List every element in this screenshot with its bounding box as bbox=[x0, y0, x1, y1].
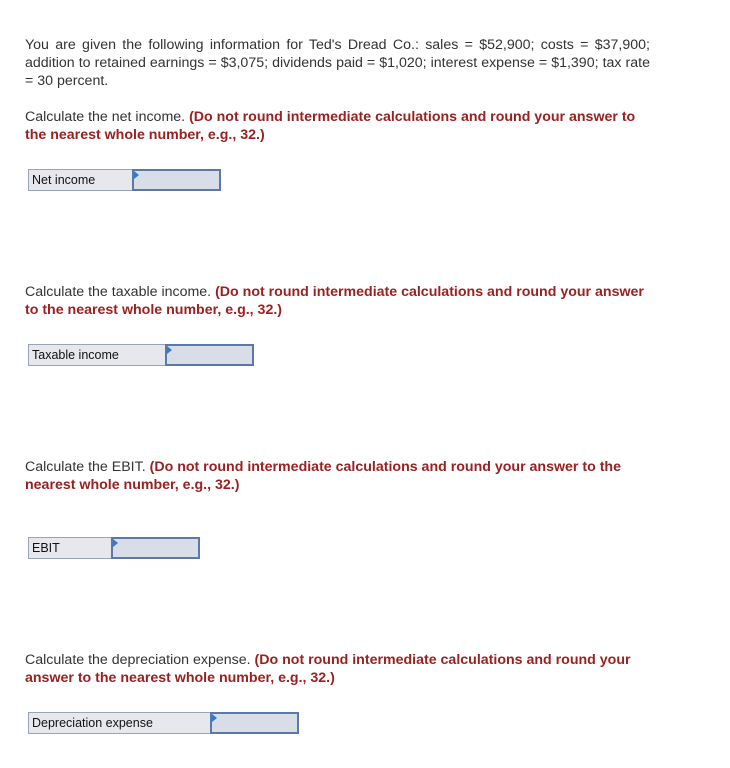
net-income-label: Net income bbox=[28, 169, 132, 191]
taxable-income-input[interactable] bbox=[165, 344, 254, 366]
rounding-hint: (Do not round intermediate calculations and round your answer to the nearest whole number, e.g., 32.) bbox=[25, 652, 631, 686]
rounding-hint: (Do not round intermediate calculations and round your answer to the nearest whole number, e.g., 32.) bbox=[25, 109, 636, 143]
question-prompt: Calculate the depreciation expense. bbox=[25, 652, 251, 668]
taxable-income-label: Taxable income bbox=[28, 344, 165, 366]
depreciation-expense-label: Depreciation expense bbox=[28, 712, 210, 734]
depreciation-expense-answer-row bbox=[28, 712, 299, 734]
question-taxable-income bbox=[25, 283, 645, 319]
net-income-input[interactable] bbox=[132, 169, 221, 191]
answer-flag-icon bbox=[167, 346, 172, 354]
net-income-input-wrapper bbox=[132, 169, 221, 191]
question-prompt: Calculate the net income. bbox=[25, 109, 186, 125]
rounding-hint: (Do not round intermediate calculations and round your answer to the nearest whole number, e.g., 32.) bbox=[25, 459, 621, 493]
question-prompt: Calculate the taxable income. bbox=[25, 284, 212, 300]
ebit-answer-row bbox=[28, 537, 200, 559]
ebit-label: EBIT bbox=[28, 537, 111, 559]
taxable-income-answer-row bbox=[28, 344, 254, 366]
rounding-hint: (Do not round intermediate calculations and round your answer to the nearest whole number, e.g., 32.) bbox=[25, 284, 644, 318]
net-income-answer-row bbox=[28, 169, 221, 191]
ebit-input-wrapper bbox=[111, 537, 200, 559]
question-depreciation-expense bbox=[25, 651, 645, 687]
depreciation-expense-input-wrapper bbox=[210, 712, 299, 734]
answer-flag-icon bbox=[212, 714, 217, 722]
taxable-income-input-wrapper bbox=[165, 344, 254, 366]
question-ebit bbox=[25, 458, 645, 494]
ebit-input[interactable] bbox=[111, 537, 200, 559]
question-net-income bbox=[25, 108, 645, 144]
answer-flag-icon bbox=[134, 171, 139, 179]
question-prompt: Calculate the EBIT. bbox=[25, 459, 146, 475]
problem-statement: You are given the following information for Ted's Dread Co.: sales = $52,900; costs = $37,900; addition to retained earnings = $3,075; dividends paid = $1,020; interest expense = $1,390; tax rate = 30 percent. bbox=[25, 37, 650, 89]
depreciation-expense-input[interactable] bbox=[210, 712, 299, 734]
answer-flag-icon bbox=[113, 539, 118, 547]
